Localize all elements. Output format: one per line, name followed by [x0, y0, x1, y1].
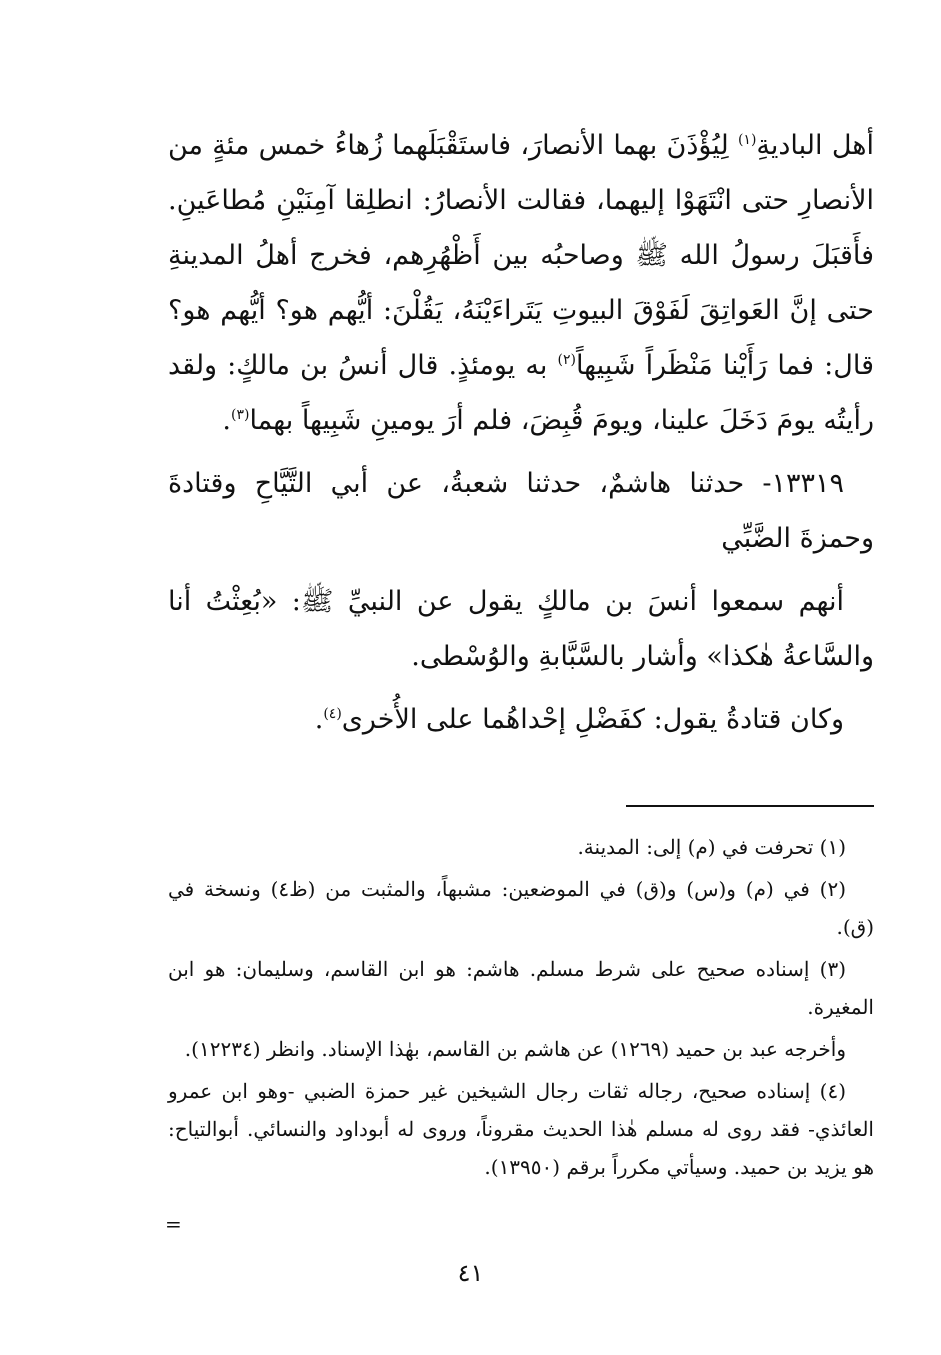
continuation-mark: = [165, 1212, 182, 1236]
footnote-3: (٣) إسناده صحيح على شرط مسلم. هاشم: هو ابن القاسم، وسليمان: هو ابن المغيرة. [168, 957, 874, 1019]
main-text [168, 118, 874, 755]
footnote-ref-1: (١) [737, 132, 757, 148]
footnotes [168, 828, 874, 1190]
hadith-continuation-paragraph: أهل الباديةِ$^{(١)}$ لِيُؤْذَنَ بهما الأنصارَ، فاستَقْبَلَهما زُهاءُ خمس مئةٍ من الأنصارِ حتى انْتَهَوْا إليهما، فقالت الأنصارُ: انطلِقا آمِنَيْنِ مُطاعَينِ. فأَقبَلَ رسولُ الله ﷺ وصاحبُه بين أَظْهُرِهم، فخرج أهلُ المدينةِ حتى إنَّ العَواتِقَ لَفَوْقَ البيوتِ يَتَراءَيْنَهُ، يَقُلْنَ: أيُّهم هو؟ أيُّهم هو؟ قال: فما رَأَيْنا مَنْظَراً شَبِيهاً$^{(٢)}$ به يومئذٍ. قال أنسُ بن مالكٍ: ولقد رأيتُه يومَ دَخَلَ علينا، ويومَ قُبِضَ، فلم أرَ يومينِ شَبِيهاً بهما$^{(٣)}$. [168, 130, 875, 436]
footnote-3-continued: وأخرجه عبد بن حميد (١٢٦٩) عن هاشم بن القاسم، بهٰذا الإسناد. وانظر (١٢٢٣٤). [184, 1037, 846, 1061]
hadith-chain-paragraph: ١٣٣١٩- حدثنا هاشمٌ، حدثنا شعبةُ، عن أبي التَّيَّاحِ وقتادةَ وحمزةَ الضَّبِّي [168, 468, 874, 554]
footnote-separator [626, 805, 874, 807]
footnote-4: (٤) إسناده صحيح، رجاله ثقات رجال الشيخين غير حمزة الضبي -وهو ابن عمرو العائذي- فقد روى له مسلم هٰذا الحديث مقروناً، وروى له أبوداود والنسائي. أبوالتياح: هو يزيد بن حميد. وسيأتي مكرراً برقم (١٣٩٥٠). [168, 1079, 874, 1179]
page-number: ٤١ [457, 1259, 484, 1287]
hadith-text-paragraph: أنهم سمعوا أنسَ بن مالكٍ يقول عن النبيِّ ﷺ: «بُعِثْتُ أنا والسَّاعةُ هٰكذا» وأشار بالسَّبَّابةِ والوُسْطى. [168, 586, 874, 672]
footnote-1: (١) تحرفت في (م) إلى: المدينة. [577, 835, 846, 859]
footnote-ref-4: (٤) [323, 706, 342, 722]
footnote-2: (٢) في (م) و(س) و(ق) في الموضعين: مشبهاً، والمثبت من (ظ٤) ونسخة في (ق). [168, 877, 874, 939]
qatada-comment-paragraph: وكان قتادةُ يقول: كفَضْلِ إحْداهُما على الأُخرى$^{(٤)}$. [314, 704, 844, 735]
footnote-ref-3: (٣) [230, 407, 250, 423]
footnote-ref-2: (٢) [557, 352, 576, 368]
